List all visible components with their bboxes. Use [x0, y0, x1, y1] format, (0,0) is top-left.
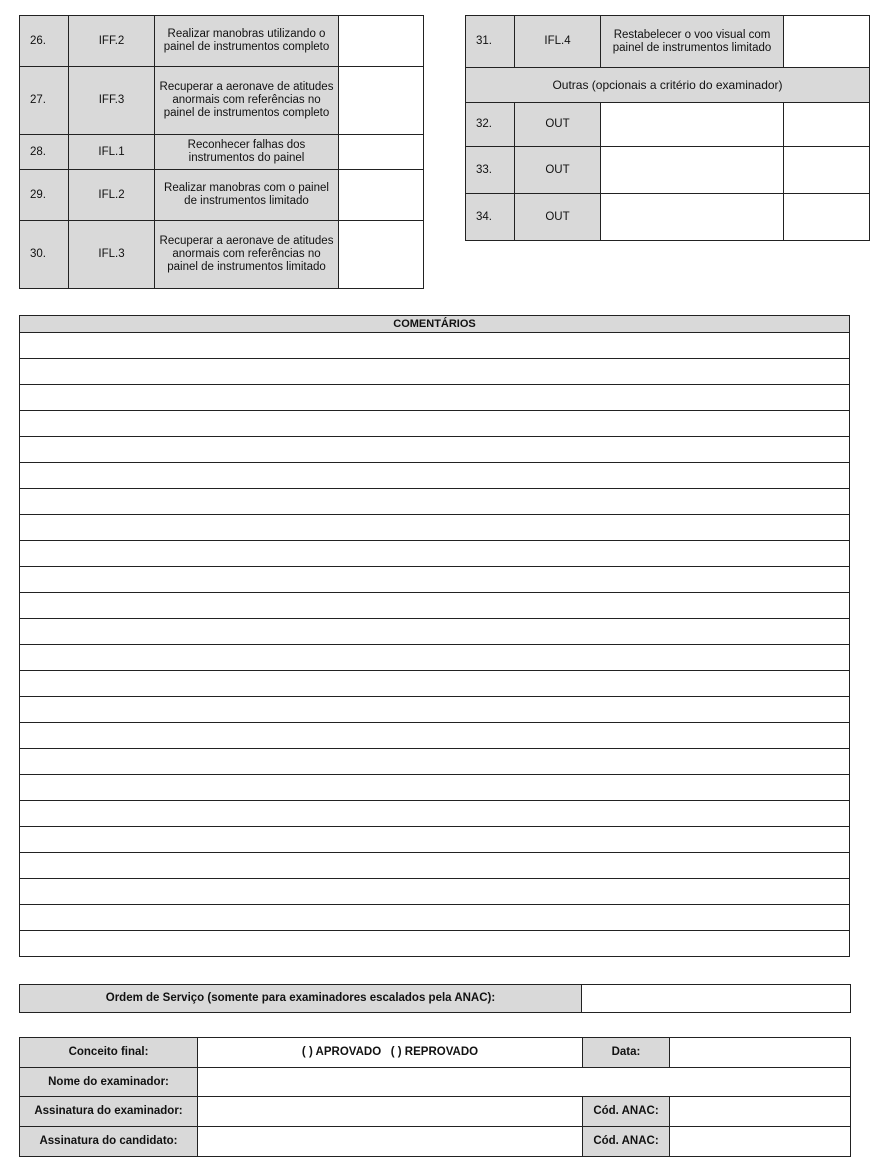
comment-lines [20, 333, 850, 957]
item-code: IFL.3 [69, 221, 155, 289]
comment-line[interactable] [20, 749, 850, 775]
item-number: 26. [20, 16, 69, 67]
grade-cell[interactable] [784, 147, 870, 194]
table-row [20, 135, 424, 170]
comment-line[interactable] [20, 723, 850, 749]
comment-line[interactable] [20, 411, 850, 437]
final-table [19, 1037, 851, 1157]
item-code: OUT [515, 194, 601, 241]
item-number: 33. [466, 147, 515, 194]
item-code: IFL.2 [69, 170, 155, 221]
comment-line[interactable] [20, 827, 850, 853]
table-row [466, 194, 870, 241]
examiner-anac-code-field[interactable] [670, 1097, 851, 1127]
item-description: Restabelecer o voo visual com painel de instrumentos limitado [601, 16, 784, 68]
grade-cell[interactable] [339, 221, 424, 289]
item-description-field[interactable] [601, 147, 784, 194]
item-description: Reconhecer falhas dos instrumentos do painel [155, 135, 339, 170]
comment-line[interactable] [20, 515, 850, 541]
comment-line[interactable] [20, 775, 850, 801]
item-description: Recuperar a aeronave de atitudes anormais com referências no painel de instrumentos completo [155, 67, 339, 135]
grade-cell[interactable] [784, 103, 870, 147]
item-number: 32. [466, 103, 515, 147]
comment-line[interactable] [20, 931, 850, 957]
candidate-signature-label: Assinatura do candidato: [20, 1127, 198, 1157]
others-header: Outras (opcionais a critério do examinador) [466, 68, 870, 103]
grade-cell[interactable] [339, 67, 424, 135]
right-items-table [465, 15, 870, 241]
item-description-field[interactable] [601, 194, 784, 241]
comment-line[interactable] [20, 567, 850, 593]
grade-cell[interactable] [339, 16, 424, 67]
comment-line[interactable] [20, 879, 850, 905]
grade-cell[interactable] [339, 170, 424, 221]
grade-cell[interactable] [784, 16, 870, 68]
table-row [466, 103, 870, 147]
approved-option[interactable]: ( ) APROVADO [301, 1046, 382, 1058]
comment-line[interactable] [20, 697, 850, 723]
grade-cell[interactable] [784, 194, 870, 241]
table-row [466, 68, 870, 103]
item-description: Recuperar a aeronave de atitudes anormais com referências no painel de instrumentos limitado [155, 221, 339, 289]
date-field[interactable] [670, 1038, 851, 1068]
item-code: IFL.1 [69, 135, 155, 170]
item-description-field[interactable] [601, 103, 784, 147]
item-description: Realizar manobras utilizando o painel de instrumentos completo [155, 16, 339, 67]
service-order-label: Ordem de Serviço (somente para examinadores escalados pela ANAC): [20, 985, 582, 1013]
item-code: OUT [515, 103, 601, 147]
table-row [20, 16, 424, 67]
table-row [466, 147, 870, 194]
table-row [466, 16, 870, 68]
item-number: 30. [20, 221, 69, 289]
table-row [20, 221, 424, 289]
concept-label: Conceito final: [20, 1038, 198, 1068]
candidate-anac-code-field[interactable] [670, 1127, 851, 1157]
comment-line[interactable] [20, 541, 850, 567]
examiner-signature-label: Assinatura do examinador: [20, 1097, 198, 1127]
comments-header: COMENTÁRIOS [20, 316, 850, 333]
comment-line[interactable] [20, 463, 850, 489]
table-row [20, 67, 424, 135]
comment-line[interactable] [20, 619, 850, 645]
comment-line[interactable] [20, 489, 850, 515]
concept-options [198, 1038, 583, 1068]
comment-line[interactable] [20, 801, 850, 827]
left-items-table [19, 15, 424, 289]
item-description: Realizar manobras com o painel de instrumentos limitado [155, 170, 339, 221]
examiner-signature-field[interactable] [198, 1097, 583, 1127]
comments-table [19, 315, 850, 957]
comment-line[interactable] [20, 905, 850, 931]
item-code: IFF.2 [69, 16, 155, 67]
comment-line[interactable] [20, 853, 850, 879]
service-order-field[interactable] [582, 985, 851, 1013]
rejected-option[interactable]: ( ) REPROVADO [390, 1046, 479, 1058]
examiner-name-label: Nome do examinador: [20, 1068, 198, 1097]
grade-cell[interactable] [339, 135, 424, 170]
item-number: 29. [20, 170, 69, 221]
date-label: Data: [583, 1038, 670, 1068]
item-number: 34. [466, 194, 515, 241]
comment-line[interactable] [20, 385, 850, 411]
item-number: 27. [20, 67, 69, 135]
table-row [20, 170, 424, 221]
comment-line[interactable] [20, 645, 850, 671]
examiner-anac-code-label: Cód. ANAC: [583, 1097, 670, 1127]
item-number: 28. [20, 135, 69, 170]
service-order-table [19, 984, 851, 1013]
comment-line[interactable] [20, 333, 850, 359]
candidate-anac-code-label: Cód. ANAC: [583, 1127, 670, 1157]
comment-line[interactable] [20, 437, 850, 463]
comment-line[interactable] [20, 593, 850, 619]
examiner-name-field[interactable] [198, 1068, 851, 1097]
item-code: OUT [515, 147, 601, 194]
candidate-signature-field[interactable] [198, 1127, 583, 1157]
comment-line[interactable] [20, 359, 850, 385]
comment-line[interactable] [20, 671, 850, 697]
item-number: 31. [466, 16, 515, 68]
item-code: IFF.3 [69, 67, 155, 135]
item-code: IFL.4 [515, 16, 601, 68]
